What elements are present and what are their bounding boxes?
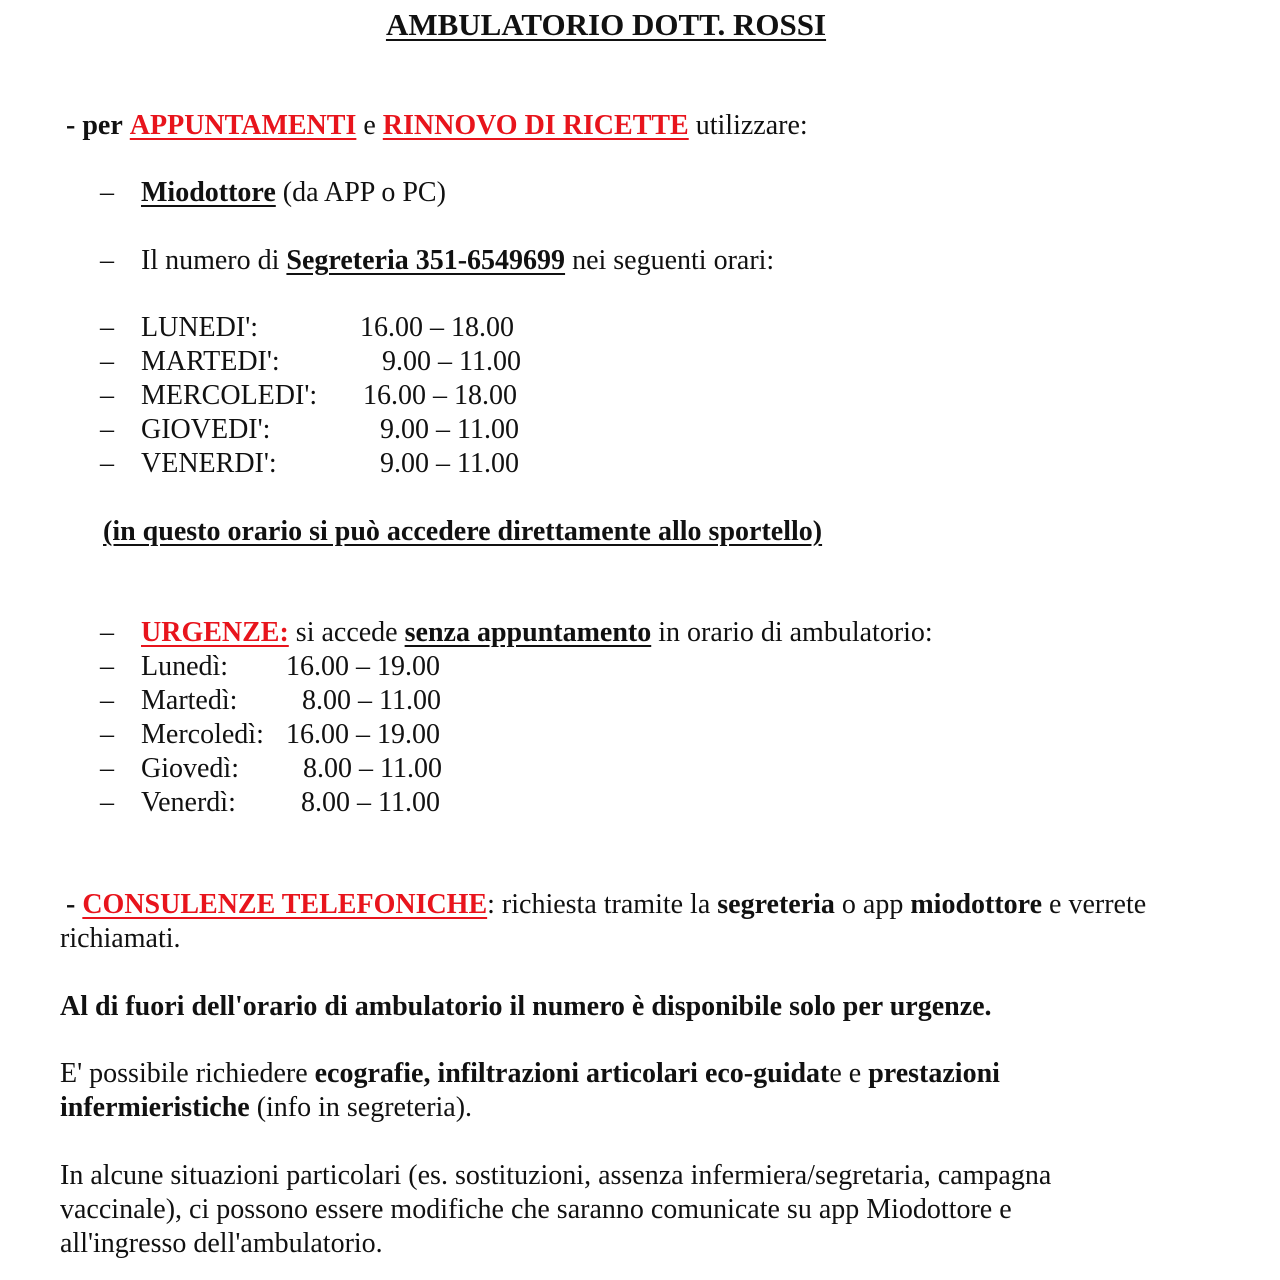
schedule-hours: 8.00 – 11.00	[303, 753, 442, 784]
consult-prefix: -	[66, 889, 76, 920]
no-appointment-emphasis: senza appuntamento	[404, 617, 652, 648]
bullet-dash: –	[100, 753, 114, 784]
bullet-dash: –	[100, 719, 114, 750]
schedule-hours: 16.00 – 18.00	[363, 380, 517, 411]
schedule-hours: 16.00 – 18.00	[360, 312, 514, 343]
consult-segreteria: segreteria	[717, 889, 835, 920]
changes-notice: In alcune situazioni particolari (es. sostituzioni, assenza infermiera/segretaria, campagna vaccinale), ci possono essere modifiche che saranno comunicate su app Miodottore e all'ingresso dell'ambulatorio.	[60, 1160, 1052, 1259]
schedule-day: Lunedì:	[141, 651, 229, 682]
page-title: AMBULATORIO DOTT. ROSSI	[385, 7, 827, 42]
urgencies-text: si accede	[295, 617, 398, 648]
phone-rest: nei seguenti orari:	[572, 245, 775, 276]
bullet-dash: –	[100, 380, 114, 411]
schedule-hours: 9.00 – 11.00	[382, 346, 521, 377]
bullet-dash: –	[100, 448, 114, 479]
schedule-day: Giovedì:	[141, 753, 239, 784]
schedule-day: MARTEDI':	[141, 346, 280, 377]
counter-access-note: (in questo orario si può accedere direttamente allo sportello)	[103, 516, 823, 547]
urgencies-text-2: in orario di ambulatorio:	[658, 617, 933, 648]
bullet-dash: –	[100, 787, 114, 818]
bullet-dash: –	[100, 414, 114, 445]
phone-consultations-label: CONSULENZE TELEFONICHE	[82, 889, 488, 920]
phone-number: Segreteria 351-6549699	[286, 245, 566, 276]
schedule-day: GIOVEDI':	[141, 414, 271, 445]
urgencies-label: URGENZE:	[141, 617, 289, 648]
prescription-renewal-keyword: RINNOVO DI RICETTE	[382, 110, 689, 141]
miodottore-note: (da APP o PC)	[282, 177, 446, 208]
schedule-day: LUNEDI':	[141, 312, 259, 343]
schedule-day: MERCOLEDI':	[141, 380, 318, 411]
appointments-conj: e	[363, 110, 376, 141]
schedule-hours: 16.00 – 19.00	[286, 651, 440, 682]
schedule-day: Mercoledì:	[141, 719, 264, 750]
schedule-hours: 9.00 – 11.00	[380, 448, 519, 479]
service-infiltrations: infiltrazioni articolari eco-guidat	[437, 1058, 830, 1089]
bullet-dash: –	[100, 346, 114, 377]
bullet-dash: –	[100, 651, 114, 682]
services-text-2: e e	[829, 1058, 862, 1089]
service-nursing: prestazioni infermieristiche	[60, 1058, 1000, 1123]
services-text: E' possibile richiedere	[60, 1058, 308, 1089]
services-text-3: (info in segreteria).	[256, 1092, 473, 1123]
service-ultrasound: ecografie	[314, 1058, 424, 1089]
schedule-hours: 16.00 – 19.00	[286, 719, 440, 750]
phone-consultations	[60, 888, 1160, 956]
bullet-dash: –	[100, 177, 114, 208]
schedule-day: Venerdì:	[141, 787, 236, 818]
schedule-hours: 9.00 – 11.00	[380, 414, 519, 445]
appointments-suffix: utilizzare:	[695, 110, 808, 141]
consult-text-2: o app	[841, 889, 904, 920]
appointments-heading	[66, 109, 808, 143]
bullet-dash: –	[100, 617, 114, 648]
consult-text: : richiesta tramite la	[487, 889, 711, 920]
services-comma: ,	[423, 1058, 431, 1089]
schedule-day: Martedì:	[141, 685, 238, 716]
schedule-hours: 8.00 – 11.00	[302, 685, 441, 716]
miodottore-link: Miodottore	[141, 177, 276, 208]
appointments-prefix: - per	[66, 110, 123, 141]
bullet-dash: –	[100, 245, 114, 276]
schedule-hours: 8.00 – 11.00	[301, 787, 440, 818]
schedule-day: VENERDI':	[141, 448, 277, 479]
after-hours-notice: Al di fuori dell'orario di ambulatorio il numero è disponibile solo per urgenze.	[60, 991, 992, 1022]
consult-miodottore: miodottore	[910, 889, 1043, 920]
phone-pre: Il numero di	[141, 245, 280, 276]
bullet-dash: –	[100, 685, 114, 716]
appointments-keyword: APPUNTAMENTI	[129, 110, 357, 141]
bullet-dash: –	[100, 312, 114, 343]
consult-text-3: e verrete richiamati.	[60, 889, 1147, 954]
services-paragraph	[60, 1057, 1160, 1125]
